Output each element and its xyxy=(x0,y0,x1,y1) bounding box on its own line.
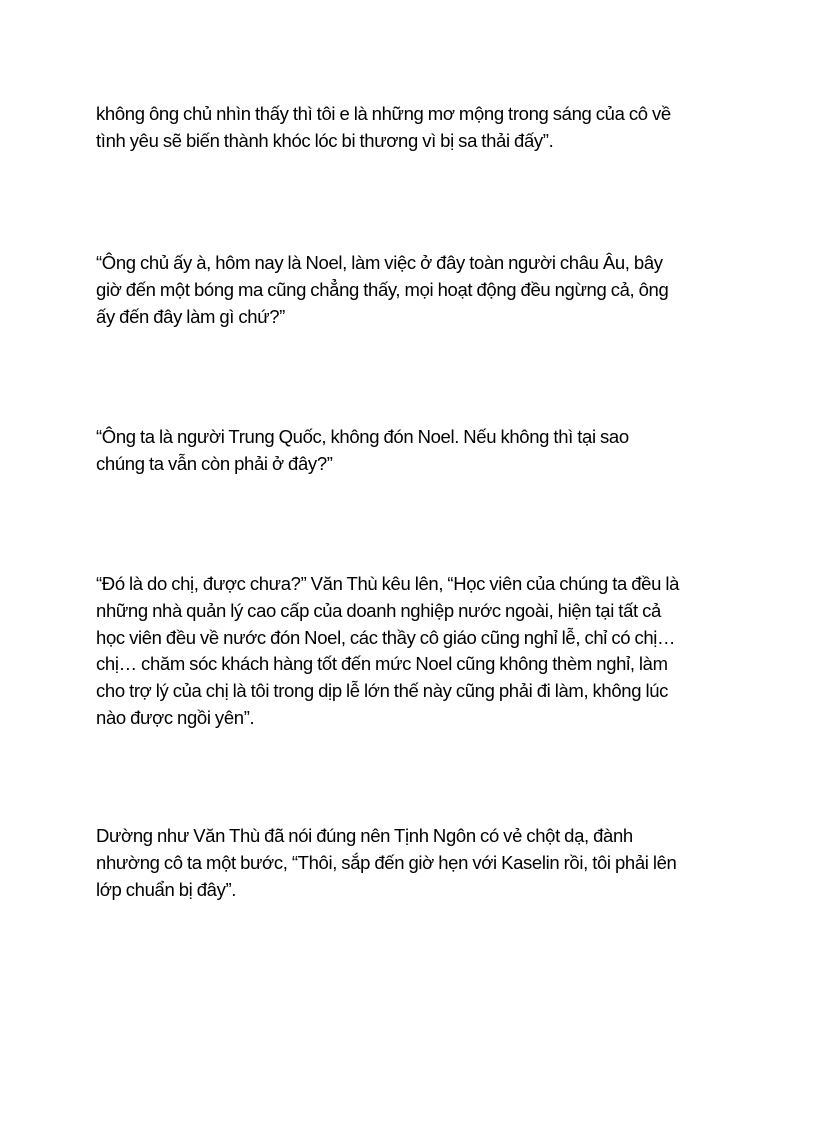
paragraph-3: “Ông ta là người Trung Quốc, không đón Noel. Nếu không thì tại sao chúng ta vẫn còn phải ở đây?” xyxy=(96,426,629,474)
paragraph-5: Dường như Văn Thù đã nói đúng nên Tịnh Ngôn có vẻ chột dạ, đành nhường cô ta một bước, “Thôi, sắp đến giờ hẹn với Kaselin rồi, tôi phải lên lớp chuẩn bị đây”. xyxy=(96,825,677,900)
paragraph-2: “Ông chủ ấy à, hôm nay là Noel, làm việc ở đây toàn người châu Âu, bây giờ đến một bóng ma cũng chẳng thấy, mọi hoạt động đều ngừng cả, ông ấy đến đây làm gì chứ?” xyxy=(96,252,669,327)
paragraph-4: “Đó là do chị, được chưa?” Văn Thù kêu lên, “Học viên của chúng ta đều là những nhà quản lý cao cấp của doanh nghiệp nước ngoài, hiện tại tất cả học viên đều về nước đón Noel, các thầy cô giáo cũng nghỉ lễ, chỉ có chị… chị… chăm sóc khách hàng tốt đến mức Noel cũng không thèm nghỉ, làm cho trợ lý của chị là tôi trong dịp lễ lớn thế này cũng phải đi làm, không lúc nào được ngồi yên”. xyxy=(96,573,680,728)
paragraph-1: không ông chủ nhìn thấy thì tôi e là những mơ mộng trong sáng của cô về tình yêu sẽ biến thành khóc lóc bi thương vì bị sa thải đấy”. xyxy=(96,103,671,151)
